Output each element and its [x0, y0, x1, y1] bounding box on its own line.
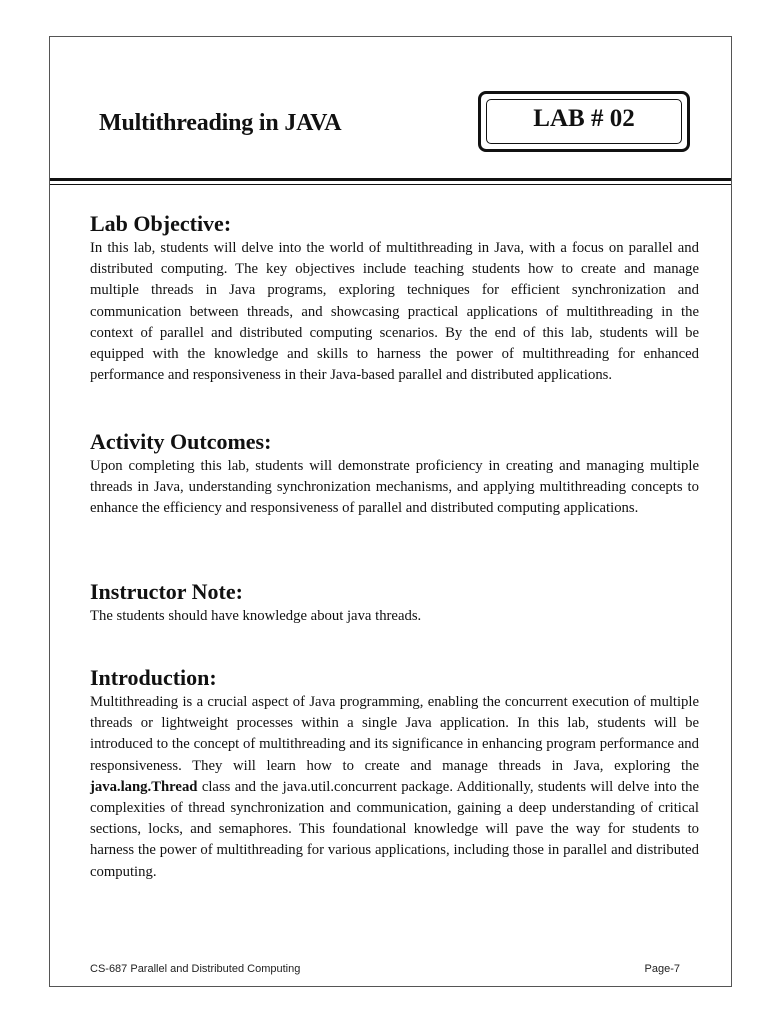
lab-objective-heading: Lab Objective: — [90, 211, 232, 236]
instructor-note-section — [90, 578, 699, 627]
introduction-text-part2: class and the java.util.concurrent package. Additionally, students will delve into the complexities of thread synchronization and communication, gaining a deep understanding of critical sections, locks, and semaphores. This foundational knowledge will pave the way for students to harness the power of multithreading for various applications, including those in parallel and distributed computing. — [90, 778, 699, 880]
document-title: Multithreading in JAVA — [99, 110, 342, 136]
lab-objective-section — [90, 210, 699, 386]
activity-outcomes-section — [90, 428, 699, 520]
header-divider-thin — [50, 184, 731, 185]
activity-outcomes-text: Upon completing this lab, students will demonstrate proficiency in creating and managing multiple threads in Java, understanding synchronization mechanisms, and applying multithreading concepts to enhance the efficiency and responsiveness of parallel and distributed computing applications. — [90, 458, 699, 517]
activity-outcomes-heading: Activity Outcomes: — [90, 429, 272, 454]
lab-number-box — [478, 91, 690, 152]
instructor-note-heading: Instructor Note: — [90, 579, 243, 604]
introduction-text-part1: Multithreading is a crucial aspect of Java programming, enabling the concurrent execution of multiple threads or lightweight processes within a single Java application. In this lab, students will be introduced to the concept of multithreading and its significance in enhancing program performance and responsiveness. They will learn how to create and manage threads in Java, exploring the — [90, 694, 699, 774]
footer-page-number: Page-7 — [644, 963, 680, 975]
introduction-section — [90, 664, 699, 883]
header-divider-thick — [50, 178, 731, 181]
java-thread-class-name: java.lang.Thread — [90, 778, 198, 795]
lab-number-label: LAB # 02 — [486, 99, 682, 144]
instructor-note-text: The students should have knowledge about java threads. — [90, 608, 422, 624]
introduction-heading: Introduction: — [90, 665, 217, 690]
footer-course-name: CS-687 Parallel and Distributed Computing — [90, 963, 301, 975]
introduction-text — [90, 692, 699, 883]
lab-objective-text: In this lab, students will delve into the world of multithreading in Java, with a focus on parallel and distributed computing. The key objectives include teaching students how to create and manage multiple threads in Java programs, exploring techniques for efficient synchronization and communication between threads, and showcasing practical applications of multithreading in the context of parallel and distributed computing scenarios. By the end of this lab, students will be equipped with the knowledge and skills to harness the power of multithreading for enhanced performance and responsiveness in their Java-based parallel and distributed applications. — [90, 240, 699, 384]
